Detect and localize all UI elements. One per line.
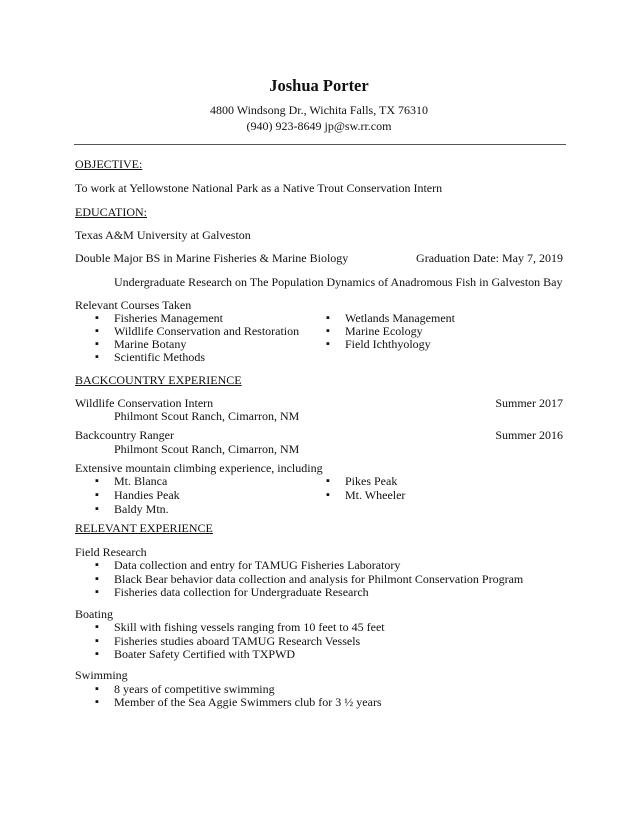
research-text: Undergraduate Research on The Population Dynamics of Anadromous Fish in Galveston Bay: [114, 275, 563, 289]
list-item: ▪ Field Ichthyology: [345, 337, 431, 351]
job-title: Backcountry Ranger: [75, 428, 174, 442]
list-item: ▪ Mt. Blanca: [114, 474, 167, 488]
list-item: ▪ Wetlands Management: [345, 311, 455, 325]
list-item: ▪ Data collection and entry for TAMUG Fisheries Laboratory: [114, 558, 400, 572]
school-name: Texas A&M University at Galveston: [75, 228, 251, 242]
list-item: ▪ Pikes Peak: [345, 474, 397, 488]
job-date: Summer 2016: [495, 428, 563, 442]
list-item: ▪ Wildlife Conservation and Restoration: [114, 324, 299, 338]
list-item: ▪ Fisheries Management: [114, 311, 223, 325]
list-item: ▪ Handies Peak: [114, 488, 180, 502]
list-item: ▪ Fisheries data collection for Undergraduate Research: [114, 585, 369, 599]
list-item: ▪ Fisheries studies aboard TAMUG Research Vessels: [114, 634, 360, 648]
list-item: ▪ Member of the Sea Aggie Swimmers club for 3 ½ years: [114, 695, 382, 709]
courses-label: Relevant Courses Taken: [75, 298, 192, 312]
group-label: Field Research: [75, 545, 147, 559]
list-item: ▪ Boater Safety Certified with TXPWD: [114, 647, 295, 661]
climbing-label: Extensive mountain climbing experience, including: [75, 461, 323, 475]
job-place: Philmont Scout Ranch, Cimarron, NM: [114, 442, 300, 456]
list-item: ▪ Baldy Mtn.: [114, 502, 169, 516]
group-label: Boating: [75, 607, 113, 621]
education-heading: EDUCATION:: [75, 205, 147, 219]
resume-name: Joshua Porter: [269, 76, 369, 95]
list-item: ▪ Skill with fishing vessels ranging from 10 feet to 45 feet: [114, 620, 385, 634]
group-label: Swimming: [75, 668, 128, 682]
job-date: Summer 2017: [495, 396, 563, 410]
relevant-heading: RELEVANT EXPERIENCE: [75, 521, 213, 535]
objective-heading: OBJECTIVE:: [75, 157, 143, 171]
list-item: ▪ Mt. Wheeler: [345, 488, 405, 502]
list-item: ▪ Scientific Methods: [114, 350, 205, 364]
backcountry-heading: BACKCOUNTRY EXPERIENCE: [75, 373, 242, 387]
list-item: ▪ Black Bear behavior data collection and analysis for Philmont Conservation Program: [114, 572, 523, 586]
list-item: ▪ 8 years of competitive swimming: [114, 682, 275, 696]
degree-text: Double Major BS in Marine Fisheries & Marine Biology: [75, 251, 349, 265]
address-line: 4800 Windsong Dr., Wichita Falls, TX 76310: [209, 103, 429, 117]
graduation-date: Graduation Date: May 7, 2019: [416, 251, 563, 265]
objective-text: To work at Yellowstone National Park as a Native Trout Conservation Intern: [75, 181, 443, 195]
header-divider: [74, 144, 566, 145]
contact-line: (940) 923-8649 jp@sw.rr.com: [246, 119, 392, 133]
job-title: Wildlife Conservation Intern: [75, 396, 214, 410]
list-item: ▪ Marine Ecology: [345, 324, 423, 338]
list-item: ▪ Marine Botany: [114, 337, 186, 351]
job-place: Philmont Scout Ranch, Cimarron, NM: [114, 409, 300, 423]
